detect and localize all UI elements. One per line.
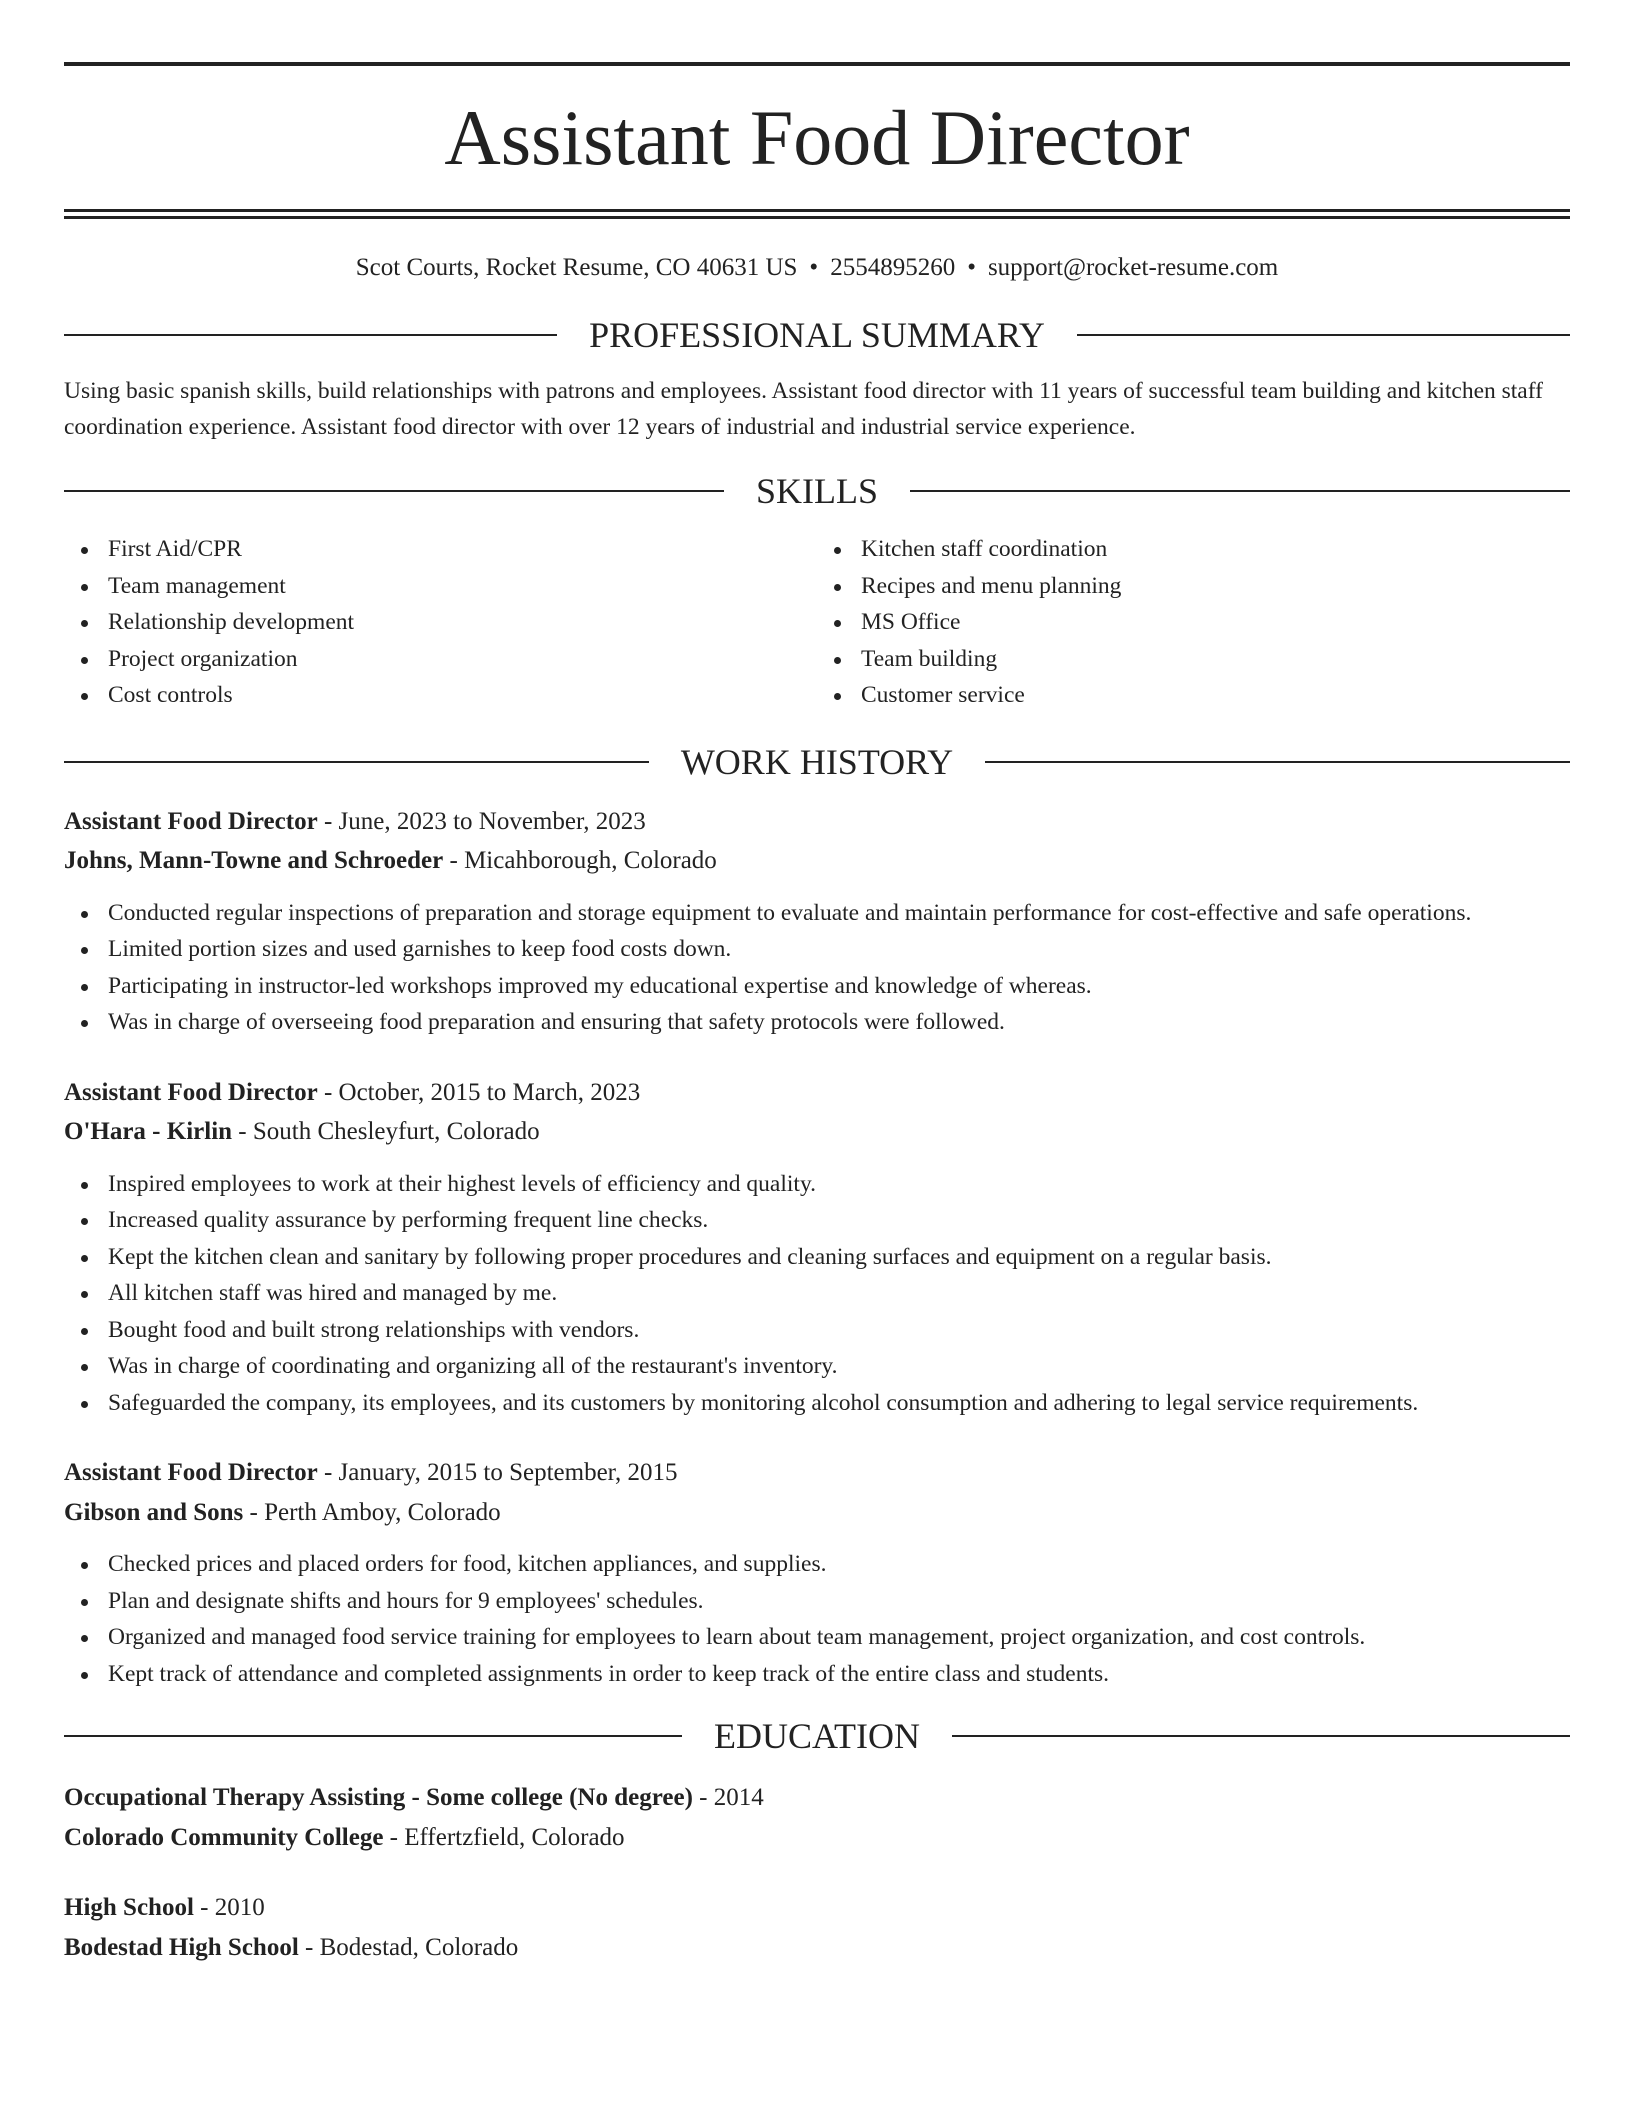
job-entry <box>64 1453 1570 1692</box>
education-heading <box>64 1718 1570 1754</box>
job-dates: - October, 2015 to March, 2023 <box>317 1078 641 1106</box>
job-location: - South Chesleyfurt, Colorado <box>232 1118 540 1145</box>
skills-heading-label: SKILLS <box>756 471 879 511</box>
contact-line <box>64 253 1570 283</box>
job-company: Johns, Mann-Towne and Schroeder <box>64 847 444 874</box>
heading-rule <box>910 490 1570 492</box>
job-title-line <box>64 802 1570 842</box>
job-bullet: Increased quality assurance by performing frequent line checks. <box>64 1202 1570 1239</box>
skill-item: Relationship development <box>64 604 817 641</box>
heading-rule <box>1077 334 1570 336</box>
skills-heading <box>64 473 1570 509</box>
job-entry <box>64 1073 1570 1422</box>
skill-item: Team management <box>64 568 817 605</box>
job-company: O'Hara - Kirlin <box>64 1118 233 1145</box>
job-bullets <box>64 895 1570 1041</box>
contact-email: support@rocket-resume.com <box>987 254 1279 281</box>
skill-item: Cost controls <box>64 677 817 714</box>
education-year: - 2010 <box>193 1894 265 1921</box>
job-bullet: Was in charge of overseeing food preparation and ensuring that safety protocols were followed. <box>64 1004 1570 1041</box>
education-school: Colorado Community College <box>64 1823 384 1851</box>
education-degree: High School <box>64 1894 194 1921</box>
job-bullets <box>64 1166 1570 1422</box>
job-bullet: All kitchen staff was hired and managed by me. <box>64 1275 1570 1312</box>
education-school-line <box>64 1928 1570 1968</box>
skill-item: Customer service <box>817 677 1570 714</box>
job-dates: - January, 2015 to September, 2015 <box>317 1459 678 1486</box>
education-school: Bodestad High School <box>64 1933 299 1961</box>
job-entry <box>64 802 1570 1041</box>
education-location: - Bodestad, Colorado <box>298 1933 519 1961</box>
education-degree: Occupational Therapy Assisting - Some college (No degree) <box>64 1784 693 1811</box>
skill-item: MS Office <box>817 604 1570 641</box>
heading-rule <box>64 761 649 763</box>
job-dates: - June, 2023 to November, 2023 <box>317 807 646 835</box>
job-location: - Micahborough, Colorado <box>443 847 717 874</box>
education-location: - Effertzfield, Colorado <box>383 1823 625 1851</box>
education-degree-line <box>64 1888 1570 1928</box>
job-title-line <box>64 1453 1570 1493</box>
job-bullet: Kept track of attendance and completed assignments in order to keep track of the entire class and students. <box>64 1656 1570 1693</box>
education-entry <box>64 1888 1570 1967</box>
skill-item: First Aid/CPR <box>64 531 817 568</box>
job-bullets <box>64 1546 1570 1692</box>
summary-heading-label: PROFESSIONAL SUMMARY <box>589 315 1045 355</box>
education-heading-label: EDUCATION <box>714 1716 920 1756</box>
job-title: Assistant Food Director <box>64 1078 318 1106</box>
job-bullet: Was in charge of coordinating and organizing all of the restaurant's inventory. <box>64 1348 1570 1385</box>
top-rule <box>64 62 1570 66</box>
summary-text: Using basic spanish skills, build relationships with patrons and employees. Assistant food director with 11 years of successful team building and kitchen staff coordination experience. Assistant food director with over 12 years of industrial and industrial service experience. <box>64 378 1543 440</box>
contact-phone: 2554895260 <box>830 254 956 281</box>
heading-rule <box>64 490 724 492</box>
education-entry <box>64 1778 1570 1857</box>
education-school-line <box>64 1818 1570 1858</box>
contact-separator: • <box>967 254 976 281</box>
skill-item: Project organization <box>64 641 817 678</box>
resume-page <box>64 62 1570 1967</box>
skill-item: Recipes and menu planning <box>817 568 1570 605</box>
job-bullet: Conducted regular inspections of preparation and storage equipment to evaluate and maintain performance for cost-effective and safe operations. <box>64 895 1570 932</box>
education-degree-line <box>64 1778 1570 1818</box>
summary-heading <box>64 317 1570 353</box>
heading-rule <box>985 761 1570 763</box>
job-company-line <box>64 1112 1570 1152</box>
heading-rule <box>64 334 557 336</box>
job-bullet: Participating in instructor-led workshops improved my educational expertise and knowledge of whereas. <box>64 968 1570 1005</box>
skill-item: Team building <box>817 641 1570 678</box>
education-year: - 2014 <box>692 1784 764 1811</box>
job-location: - Perth Amboy, Colorado <box>243 1498 501 1526</box>
job-bullet: Inspired employees to work at their highest levels of efficiency and quality. <box>64 1166 1570 1203</box>
job-company-line <box>64 841 1570 881</box>
job-title-line <box>64 1073 1570 1113</box>
heading-rule <box>952 1735 1570 1737</box>
heading-rule <box>64 1735 682 1737</box>
job-company: Gibson and Sons <box>64 1498 244 1526</box>
job-bullet: Plan and designate shifts and hours for 9 employees' schedules. <box>64 1583 1570 1620</box>
work-heading <box>64 741 1570 782</box>
job-title: Assistant Food Director <box>64 807 318 835</box>
work-heading-label: WORK HISTORY <box>680 741 954 782</box>
skills-column-right <box>817 531 1570 714</box>
title-double-rule <box>64 209 1570 219</box>
job-company-line <box>64 1493 1570 1533</box>
skills-column-left <box>64 531 817 714</box>
skills-list <box>64 531 1570 714</box>
contact-address: Scot Courts, Rocket Resume, CO 40631 US <box>355 254 798 281</box>
job-title: Assistant Food Director <box>64 1459 318 1486</box>
job-bullet: Limited portion sizes and used garnishes to keep food costs down. <box>64 931 1570 968</box>
resume-title: Assistant Food Director <box>444 94 1190 181</box>
job-bullet: Kept the kitchen clean and sanitary by following proper procedures and cleaning surfaces and equipment on a regular basis. <box>64 1239 1570 1276</box>
job-bullet: Safeguarded the company, its employees, and its customers by monitoring alcohol consumption and adhering to legal service requirements. <box>64 1385 1570 1422</box>
job-bullet: Checked prices and placed orders for food, kitchen appliances, and supplies. <box>64 1546 1570 1583</box>
contact-separator: • <box>809 254 819 281</box>
job-bullet: Bought food and built strong relationships with vendors. <box>64 1312 1570 1349</box>
skill-item: Kitchen staff coordination <box>817 531 1570 568</box>
job-bullet: Organized and managed food service training for employees to learn about team management, project organization, and cost controls. <box>64 1619 1570 1656</box>
